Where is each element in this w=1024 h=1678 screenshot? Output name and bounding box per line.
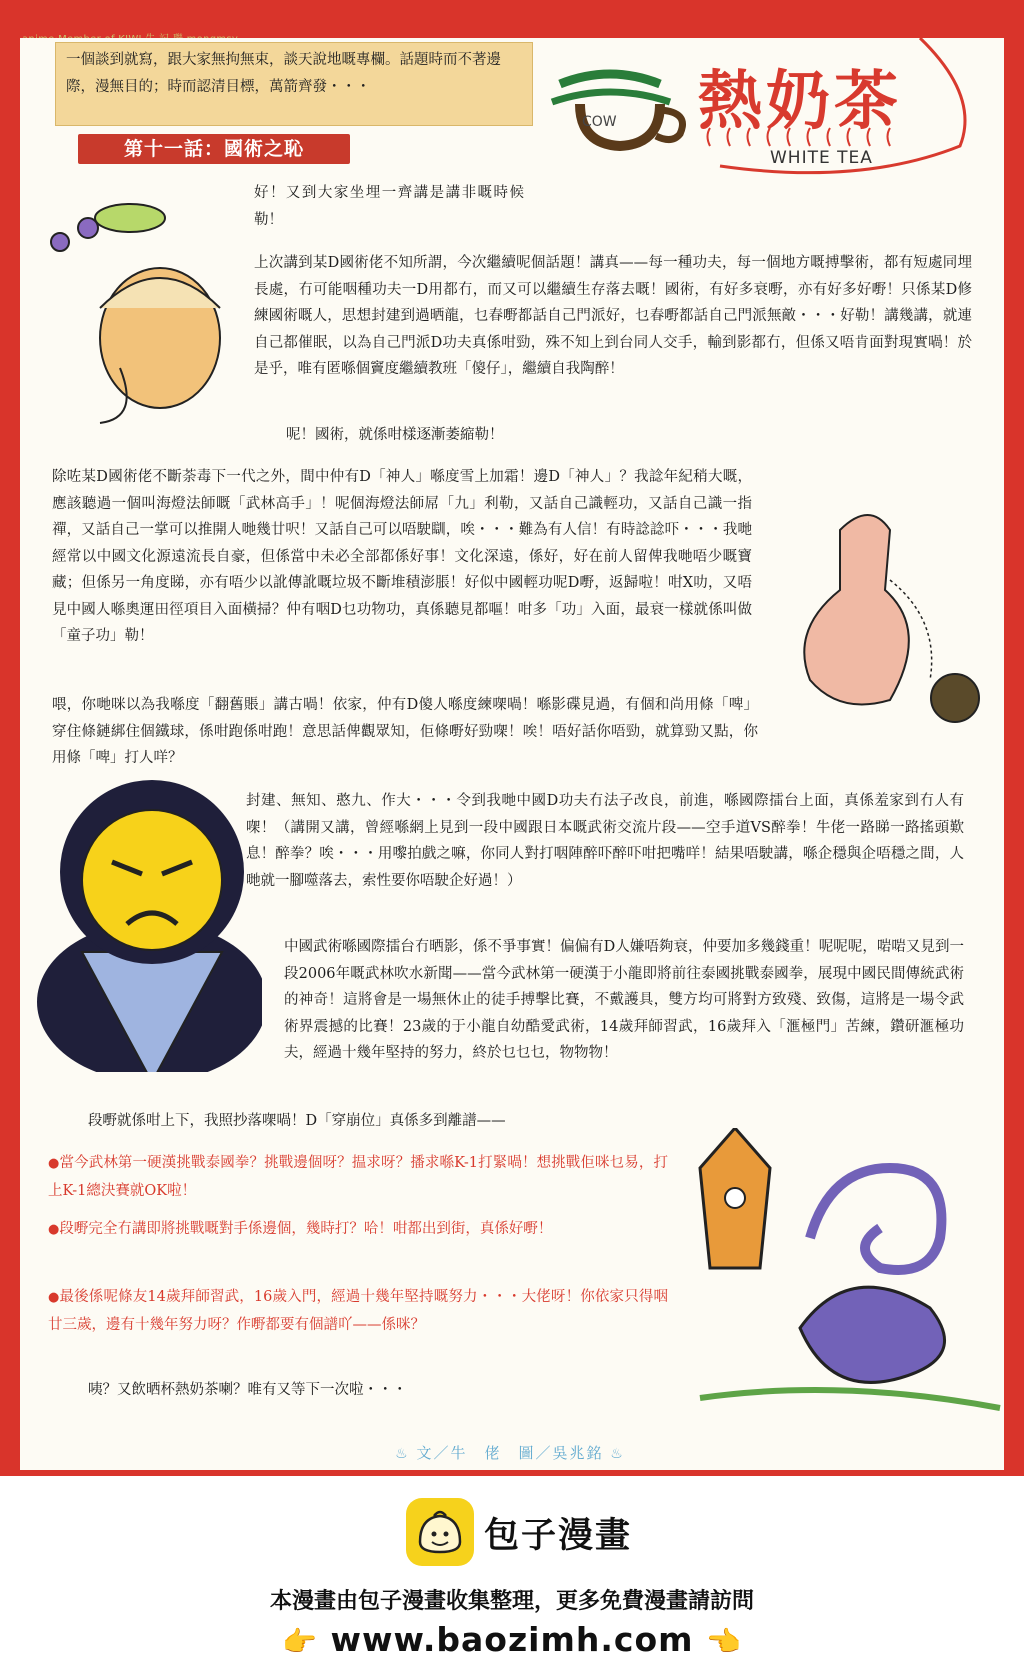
- chapter-title: 第十一話：國術之恥: [78, 134, 350, 164]
- paragraph-3: 呢！國術，就係咁樣逐漸萎縮勒！: [286, 427, 504, 443]
- credits: ♨ 文／牛 佬 圖／吳兆銘 ♨: [395, 1444, 625, 1462]
- closing-line: 咦？又飲晒杯熱奶茶喇？唯有又等下一次啦・・・: [88, 1382, 407, 1398]
- footer-notice: 本漫畫由包子漫畫收集整理，更多免費漫畫請訪問: [269, 1589, 754, 1614]
- paragraph-7: 中國武術喺國際擂台冇晒影，係不爭事實！偏偏有D人嫌唔夠衰，仲要加多幾錢重！呢呢呢，啱啱又見到一段2006年嘅武林吹水新聞——當今武林第一硬漢于小龍即將前往泰國挑戰泰國拳，展現中國民間傳統武術的神奇！這將會是一場無休止的徒手搏擊比賽，不戴護具，雙方均可將對方致殘、致傷，這將是一場令武術界震撼的比賽！23歲的于小龍自幼酷愛武術，14歲拜師習武，16歲拜入「滙極門」苦練，鑽研滙極功夫，經過十幾年堅持的努力，終於乜乜乜，物物物！: [284, 939, 964, 1061]
- column-logo: [540, 36, 1000, 186]
- bun-logo-icon: [406, 1498, 474, 1566]
- bullet-icon: ●: [48, 1290, 60, 1305]
- site-url-link[interactable]: www.baozimh.com: [330, 1620, 694, 1659]
- rebuttal-1: ●當今武林第一硬漢挑戰泰國拳？挑戰邊個呀？揾求呀？播求喺K-1打緊喎！想挑戰佢咪乜易，打上K-1總決賽就OK啦！: [48, 1155, 669, 1199]
- column-intro: 一個談到就寫，跟大家無拘無束，談天說地嘅專欄。話題時而不著邊際，漫無目的；時而認清目標，萬箭齊發・・・: [55, 42, 533, 126]
- column-title: 熱奶茶: [698, 64, 902, 139]
- martial-artist-illustration: [40, 188, 240, 428]
- footer-url-row: [0, 1620, 1024, 1659]
- paragraph-6: 封建、無知、憨九、作大・・・令到我哋中國D功夫冇法子改良，前進，喺國際擂台上面，真係羞家到冇人有㗎！（講開又講，曾經喺網上見到一段中國跟日本嘅武術交流片段——空手道VS醉拳！牛佬一路睇一路搖頭歎息！醉拳？唉・・・用嚟拍戲之嘛，你同人對打咽陣醉吓醉吓咁把嘴咩！結果唔駛講，喺企穩與企唔穩之間，人哋就一腳噬落去，索性要你唔駛企好過！）: [246, 793, 964, 889]
- paragraph-5: 喂，你哋咪以為我喺度「翻舊賬」講古喎！依家，仲有D傻人喺度練㗎喎！喺影碟見過，有個和尚用條「啤」穿住條鏈綁住個鐵球，係咁跑係咁跑！意思話俾觀眾知，佢條嘢好勁㗎！唉！唔好話你唔勁，就算勁又點，你用條「啤」打人咩？: [52, 697, 758, 766]
- column-subtitle: WHITE TEA: [770, 148, 873, 168]
- brand-name: 包子漫畫: [484, 1516, 633, 1556]
- paragraph-8: 段嘢就係咁上下，我照抄落㗎喎！D「穿崩位」真係多到離譜——: [88, 1113, 506, 1129]
- angry-monk-illustration: [22, 752, 262, 1072]
- rebuttal-2: ●段嘢完全冇講即將挑戰嘅對手係邊個，幾時打？哈！咁都出到街，真係好嘢！: [48, 1221, 553, 1237]
- teapot-icon: ♨: [395, 1446, 410, 1462]
- teapot-icon: ♨: [610, 1446, 625, 1462]
- svg-text:COW: COW: [582, 114, 617, 130]
- pointing-hand-left-icon: 👈: [706, 1625, 742, 1658]
- site-footer: [0, 1476, 1024, 1678]
- bun-face-icon: [406, 1498, 474, 1566]
- paragraph-opening: 好！又到大家坐埋一齊講是講非嘅時候勒！: [254, 185, 524, 228]
- pointing-hand-right-icon: 👉: [282, 1625, 318, 1658]
- rebuttal-3: ●最後係呢條友14歲拜師習武，16歲入門，經過十幾年堅持嘅努力・・・大佬呀！你依家只得咽廿三歲，邊有十幾年努力呀？作嘢都要有個譜吖——係咪？: [48, 1289, 668, 1333]
- bullet-icon: ●: [48, 1222, 60, 1237]
- bullet-icon: ●: [48, 1156, 60, 1171]
- gourd-ball-illustration: [780, 500, 1010, 730]
- cat-rocket-illustration: [680, 1128, 1010, 1428]
- paragraph-4: 除咗某D國術佬不斷荼毒下一代之外，間中仲有D「神人」喺度雪上加霜！邊D「神人」？我諗年紀稍大嘅，應該聽過一個叫海燈法師嘅「武林高手」！呢個海燈法師屌「九」利勒，又話自己識輕功，又話自己識一指禪，又話自己一掌可以推開人哋幾廿呎！又話自己可以唔駛瞓，唉・・・難為有人信！有時諗諗吓・・・我哋經常以中國文化源遠流長自豪，但係當中未必全部都係好事！文化深遠，係好，好在前人留俾我哋唔少嘅寶藏；但係另一角度睇，亦有唔少以訛傳訛嘅垃圾不斷堆積澎脹！好似中國輕功呢D嘢，返歸啦！咁X叻，又唔見中國人喺奧運田徑項目入面橫掃？仲有咽D乜功物功，真係聽見都嘔！咁多「功」入面，最衰一樣就係叫做「童子功」勒！: [52, 469, 752, 644]
- paragraph-2: 上次講到某D國術佬不知所謂，今次繼續呢個話題！講真——每一種功夫，每一個地方嘅搏擊術，都有短處同埋長處，冇可能咽種功夫一D用都冇，而又可以繼續生存落去嘅！國術，有好多衰嘢，亦有好多好嘢！只係某D修練國術嘅人，思想封建到過晒龍，乜春嘢都話自己門派好，乜春嘢都話自己門派無敵・・・好勒！講幾講，就連自己都催眠，以為自己門派D功夫真係咁勁，殊不知上到台同人交手，輸到影都冇，但係又唔肯面對現實喎！於是乎，唯有匿喺個竇度繼續教班「傻仔」，繼續自我陶醉！: [254, 255, 972, 377]
